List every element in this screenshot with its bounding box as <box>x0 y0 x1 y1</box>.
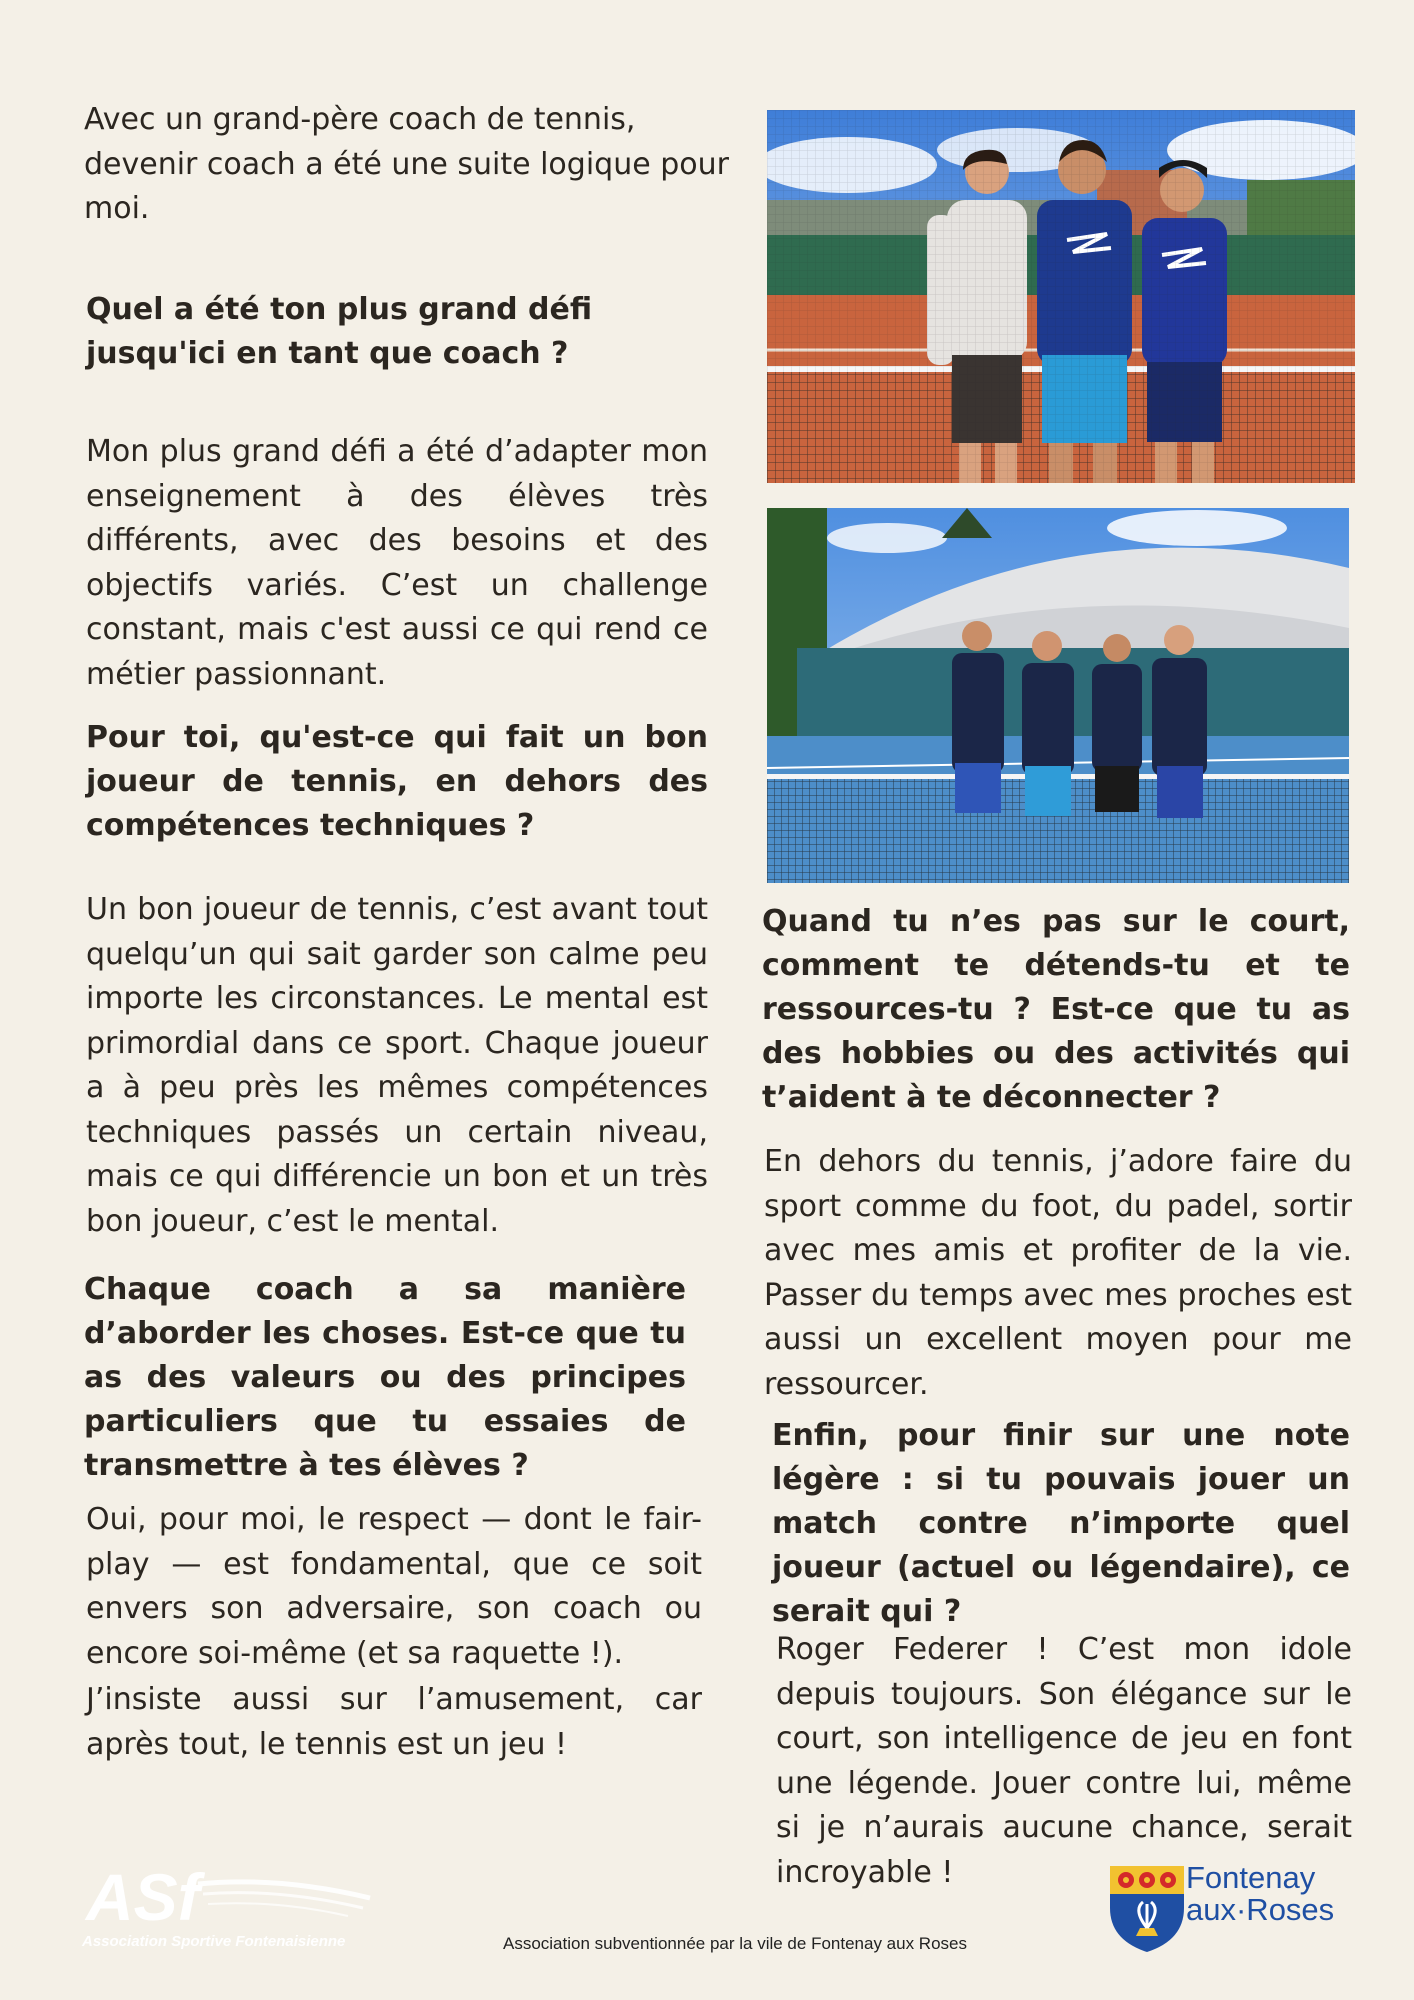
answer-values-p2: J’insiste aussi sur l’amusement, car après tout, le tennis est un jeu ! <box>86 1682 702 1762</box>
answer-biggest-challenge: Mon plus grand défi a été d’adapter mon enseignement à des élèves très différents, avec des besoins et des objectifs variés. C’est un challenge constant, mais c'est aussi ce qui rend ce métier passionnant. <box>86 434 708 692</box>
intro-paragraph: Avec un grand-père coach de tennis, devenir coach a été une suite logique pour moi. <box>84 102 729 226</box>
answer-relax: En dehors du tennis, j’adore faire du sport comme du foot, du padel, sortir avec mes amis et profiter de la vie. Passer du temps avec mes proches est aussi un excellent moyen pour me ressourcer. <box>764 1144 1352 1402</box>
asf-tagline: Association Sportive Fontenaisienne <box>82 1933 346 1950</box>
answer-dream-match: Roger Federer ! C’est mon idole depuis toujours. Son élégance sur le court, son intelligence de jeu en font une légende. Jouer contre lui, même si je n’aurais aucune chance, serait incroyable ! <box>776 1632 1352 1890</box>
city-coat-of-arms-icon <box>1106 1862 1188 1954</box>
asf-logo-text: ASf <box>86 1860 200 1934</box>
city-logo-line1: Fontenay <box>1186 1860 1316 1895</box>
fontenay-logo <box>1106 1862 1346 1962</box>
city-logo-line2: aux·Roses <box>1186 1892 1335 1927</box>
answer-good-player: Un bon joueur de tennis, c’est avant tout quelqu’un qui sait garder son calme peu importe les circonstances. Le mental est primordial dans ce sport. Chaque joueur a à peu près les mêmes compétences techniques passés un certain niveau, mais ce qui différencie un bon et un très bon joueur, c’est le mental. <box>86 892 708 1239</box>
question-good-player: Pour toi, qu'est-ce qui fait un bon joueur de tennis, en dehors des compétences techniques ? <box>86 720 708 843</box>
answer-values-p1: Oui, pour moi, le respect — dont le fair-play — est fondamental, que ce soit envers son adversaire, son coach ou encore soi-même (et sa raquette !). <box>86 1502 702 1671</box>
question-relax: Quand tu n’es pas sur le court, comment te détends-tu et te ressources-tu ? Est-ce que tu as des hobbies ou des activités qui t’aident à te déconnecter ? <box>762 904 1350 1115</box>
question-values: Chaque coach a sa manière d’aborder les choses. Est-ce que tu as des valeurs ou des principes particuliers que tu essaies de transmettre à tes élèves ? <box>84 1272 686 1483</box>
photo-team-four <box>767 508 1349 883</box>
photo-three-coaches <box>767 110 1355 483</box>
footer-subsidy-note: Association subventionnée par la vile de Fontenay aux Roses <box>502 1934 967 1953</box>
question-biggest-challenge: Quel a été ton plus grand défi jusqu'ici en tant que coach ? <box>86 292 593 371</box>
question-dream-match: Enfin, pour finir sur une note légère : si tu pouvais jouer un match contre n’importe quel joueur (actuel ou légendaire), ce serait qui ? <box>772 1418 1350 1629</box>
